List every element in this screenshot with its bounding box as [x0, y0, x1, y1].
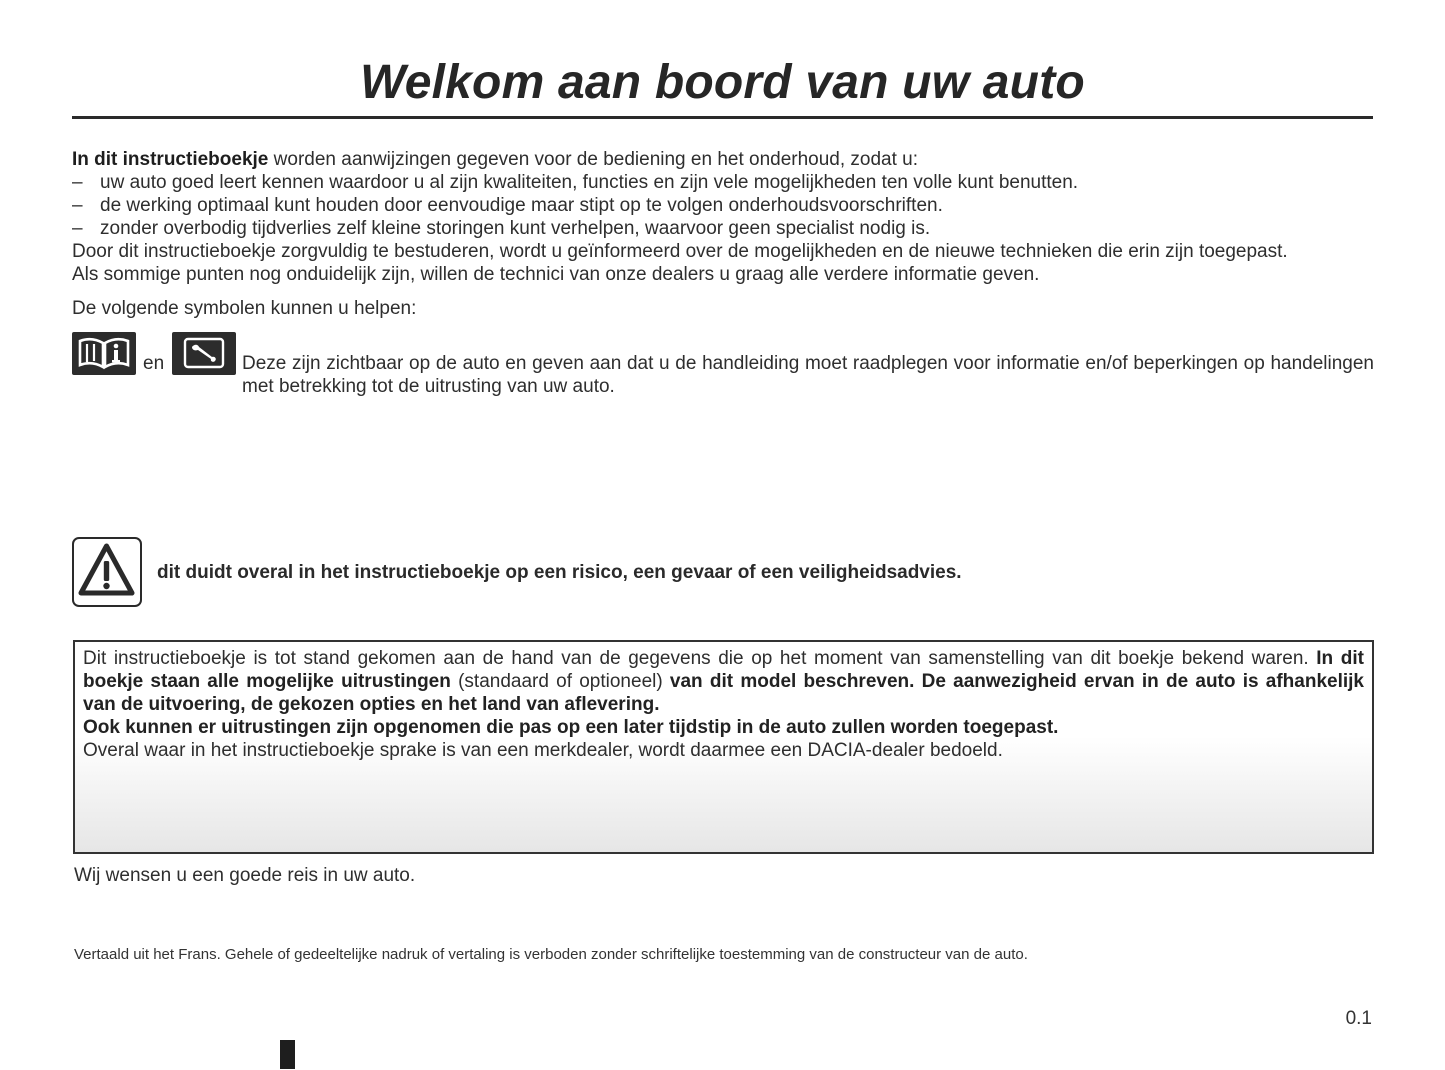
info-p2-bold: Ook kunnen er uitrustingen zijn opgenomen die pas op een later tijdstip in de auto zullen worden toegepast. [83, 717, 1059, 738]
bullet-dash: – [72, 195, 83, 216]
info-p3-normal: Overal waar in het instructieboekje sprake is van een merkdealer, wordt daarmee een DACIA-dealer bedoeld. [83, 740, 1003, 761]
symbols-description: Deze zijn zichtbaar op de auto en geven aan dat u de handleiding moet raadplegen voor informatie en/of beperkingen op handelingen met betrekking tot de uitrusting van uw auto. [242, 353, 1374, 397]
page-title: Welkom aan boord van uw auto [360, 56, 1085, 109]
bullet-dash: – [72, 172, 83, 193]
info-p1-bold-a: In dit boekje staan alle mogelijke uitrustingen [83, 648, 1364, 692]
info-p1-normal: Dit instructieboekje is tot stand gekomen aan de hand van de gegevens die op het moment van samenstelling van dit boekje bekend waren. [83, 648, 1317, 669]
closing-line: Wij wensen u een goede reis in uw auto. [74, 865, 416, 886]
title-divider [72, 116, 1373, 119]
study-line: Door dit instructieboekje zorgvuldig te bestuderen, wordt u geïnformeerd over de mogelijkheden en de nieuwe technieken die erin zijn toegepast. [72, 241, 1288, 262]
bullet-text: de werking optimaal kunt houden door eenvoudige maar stipt op te volgen onderhoudsvoorschriften. [100, 195, 943, 216]
intro-line [72, 148, 918, 171]
translation-footnote: Vertaald uit het Frans. Gehele of gedeeltelijke nadruk of vertaling is verboden zonder schriftelijke toestemming van de constructeur van de auto. [74, 946, 1028, 963]
info-p1-normal-b: (standaard of optioneel) [450, 671, 670, 692]
info-panel [73, 640, 1374, 854]
intro-bold-lead: In dit instructieboekje [72, 149, 269, 170]
bullet-item [72, 171, 1078, 194]
symbols-connector: en [143, 353, 165, 374]
warning-triangle-icon [72, 537, 142, 607]
dealers-line: Als sommige punten nog onduidelijk zijn, willen de technici van onze dealers u graag alle verdere informatie geven. [72, 264, 1040, 285]
bullet-item [72, 194, 943, 217]
manual-book-icon [72, 332, 136, 375]
wrench-icon [172, 332, 236, 375]
intro-rest: worden aanwijzingen gegeven voor de bediening en het onderhoud, zodat u: [268, 149, 919, 170]
symbols-heading: De volgende symbolen kunnen u helpen: [72, 298, 417, 319]
section-marker [280, 1040, 295, 1069]
bullet-text: uw auto goed leert kennen waardoor u al zijn kwaliteiten, functies en zijn vele mogelijkheden ten volle kunt benutten. [100, 172, 1079, 193]
bullet-dash: – [72, 218, 83, 239]
bullet-text: zonder overbodig tijdverlies zelf kleine storingen kunt verhelpen, waarvoor geen specialist nodig is. [100, 218, 931, 239]
info-p1-bold-c: van dit model beschreven. De aanwezigheid ervan in de auto is afhankelijk van de uitvoering, de gekozen opties en het land van aflevering. [83, 671, 1364, 715]
warning-text: dit duidt overal in het instructieboekje op een risico, een gevaar of een veiligheidsadvies. [157, 562, 962, 583]
bullet-item [72, 217, 930, 240]
page-number: 0.1 [1345, 1008, 1372, 1029]
